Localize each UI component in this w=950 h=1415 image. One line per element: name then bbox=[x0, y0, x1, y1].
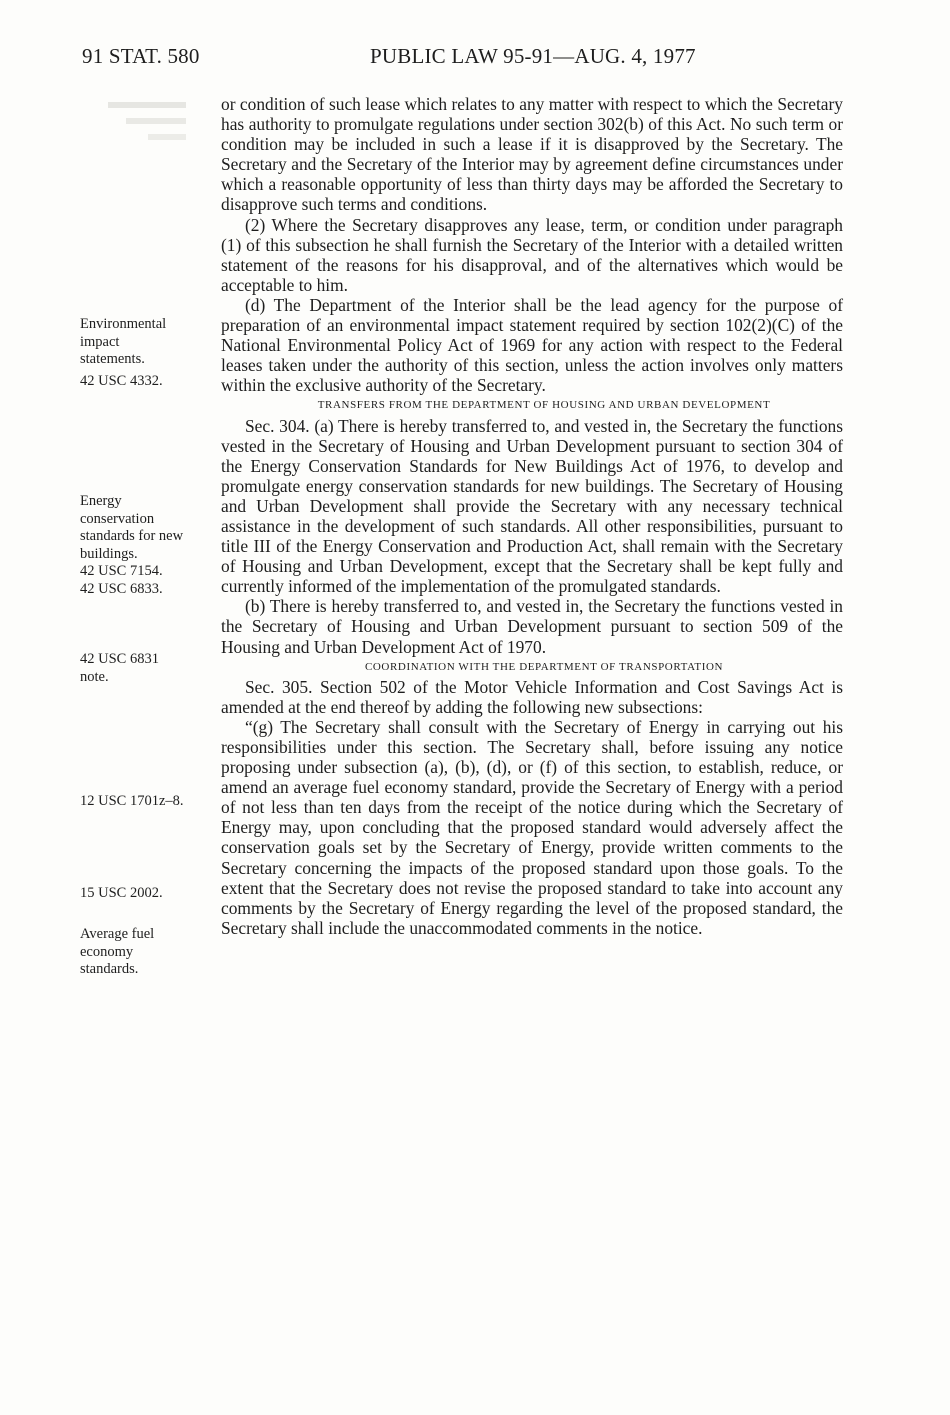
margin-note-citation: 42 USC 6831 bbox=[80, 651, 159, 667]
margin-note-line: economy bbox=[80, 943, 134, 960]
margin-note-citation: 42 USC 7154. bbox=[80, 563, 163, 579]
paragraph: or condition of such lease which relates to any matter with respect to which the Secretary has authority to promulgate regulations under section 302(b) of this Act. No such term or condition may be included in such a lease if it is disapproved by the Secretary. The Secretary and the Secretary of the Interior may by agreement define circumstances under which a reasonable opportunity of less than thirty days may be afforded the Secretary to disapprove such terms and conditions. bbox=[221, 94, 843, 215]
margin-note-line: statements. bbox=[80, 351, 145, 367]
bleed-through-mark bbox=[108, 98, 188, 146]
margin-note-citation: 15 USC 2002. bbox=[80, 885, 163, 901]
paragraph: Sec. 305. Section 502 of the Motor Vehicle Information and Cost Savings Act is amended at the end thereof by adding the following new subsections: bbox=[221, 676, 843, 717]
margin-note-line: buildings. bbox=[80, 545, 138, 562]
margin-note-2002 bbox=[80, 885, 210, 903]
margin-note-energy-conservation bbox=[80, 493, 210, 598]
margin-note-citation: 12 USC 1701z–8. bbox=[80, 793, 184, 809]
margin-note-line: Average fuel bbox=[80, 926, 155, 942]
section-heading: TRANSFERS FROM THE DEPARTMENT OF HOUSING AND URBAN DEVELOPMENT bbox=[317, 399, 771, 412]
page-title: PUBLIC LAW 95-91—AUG. 4, 1977 bbox=[370, 44, 696, 68]
margin-note-line: standards. bbox=[80, 961, 139, 977]
margin-note-citation: 42 USC 4332. bbox=[80, 372, 163, 389]
margin-note-line: Environmental bbox=[80, 316, 167, 332]
page-reference: 91 STAT. 580 bbox=[82, 44, 200, 68]
margin-note-citation: 42 USC 6833. bbox=[80, 580, 163, 597]
bleed-through-shape bbox=[108, 98, 188, 146]
section-heading: COORDINATION WITH THE DEPARTMENT OF TRANSPORTATION bbox=[364, 660, 724, 673]
margin-note-fuel-economy bbox=[80, 926, 210, 979]
margin-note-line: conservation bbox=[80, 510, 155, 527]
margin-note-line: Energy bbox=[80, 493, 122, 509]
margin-note-line: note. bbox=[80, 668, 109, 685]
page-header bbox=[0, 44, 950, 74]
paragraph: (d) The Department of the Interior shall be the lead agency for the purpose of preparation of an environmental impact statement required by section 102(2)(C) of the National Environmental Policy Act of 1969 for any action with respect to the Federal leases taken under the authority of this section, unless the action involves only matters within the exclusive authority of the Secretary. bbox=[221, 294, 843, 396]
paragraph: Sec. 304. (a) There is hereby transferred to, and vested in, the Secretary the functions vested in the Secretary of Housing and Urban Development pursuant to section 304 of the Energy Conservation Standards for New Buildings Act of 1976, to develop and promulgate energy conservation standards for new buildings. The Secretary of Housing and Urban Development shall provide the Secretary with any necessary technical assistance in the development of such standards. All other responsibilities, pursuant to title III of the Energy Conservation and Production Act, shall remain with the Secretary of Housing and Urban Development, except that the Secretary shall be kept fully and currently informed of the implementation of the promulgated standards. bbox=[221, 415, 843, 597]
margin-note-6831 bbox=[80, 651, 210, 686]
paragraph: (2) Where the Secretary disapproves any lease, term, or condition under paragraph (1) of this subsection he shall furnish the Secretary of the Interior with a detailed written statement of the reasons for his disapproval, and of the alternatives which would be acceptable to him. bbox=[221, 214, 843, 295]
margin-note-1701 bbox=[80, 793, 210, 811]
paragraph: “(g) The Secretary shall consult with the Secretary of Energy in carrying out his responsibilities under this section. The Secretary shall, before issuing any notice proposing under subsection (a), (b), (d), or (f) of this section, to establish, reduce, or amend an average fuel economy standard, provide the Secretary of Energy with a period of not less than ten days from the receipt of the notice during which the Secretary of Energy may, upon concluding that the proposed standard would adversely affect the conservation goals set by the Secretary of Energy, provide written comments to the Secretary concerning the impacts of the proposed standard upon those goals. To the extent that the Secretary does not revise the proposed standard to take into account any comments by the Secretary of Energy regarding the level of the proposed standard, the Secretary shall include the unaccommodated comments in the notice. bbox=[221, 716, 843, 938]
margin-note-environmental bbox=[80, 316, 210, 390]
margin-note-line: standards for new bbox=[80, 528, 184, 544]
body-text bbox=[221, 94, 843, 938]
margin-note-line: impact bbox=[80, 333, 120, 350]
paragraph: (b) There is hereby transferred to, and vested in, the Secretary the functions vested in the Secretary of Housing and Urban Development pursuant to section 509 of the Housing and Urban Development Act of 1970. bbox=[221, 596, 843, 657]
